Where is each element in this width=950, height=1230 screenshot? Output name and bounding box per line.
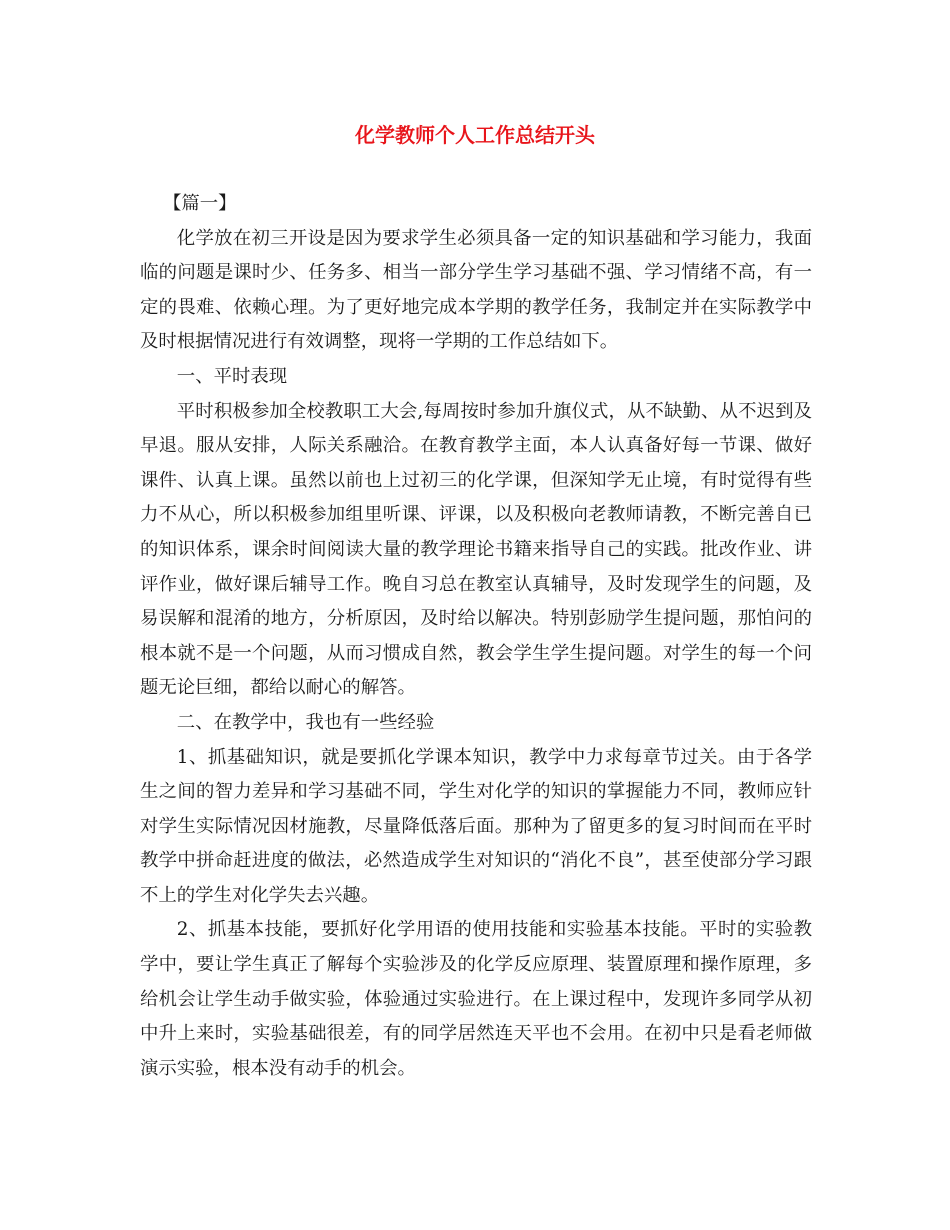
- section-heading-daily-performance: 一、平时表现: [176, 365, 288, 387]
- section-heading-teaching-experience: 二、在教学中，我也有一些经验: [176, 711, 435, 733]
- basic-skills-paragraph: 2、抓基本技能，要抓好化学用语的使用技能和实验基本技能。平时的实验教学中，要让学生真正了解每个实验涉及的化学反应原理、装置原理和操作原理，多给机会让学生动手做实验，体验通过实验进行。在上课过程中，发现许多同学从初中升上来时，实验基础很差，有的同学居然连天平也不会用。在初中只是看老师做演示实验，根本没有动手的机会。: [140, 919, 812, 1079]
- basic-knowledge-paragraph: 1、抓基础知识，就是要抓化学课本知识，教学中力求每章节过关。由于各学生之间的智力差异和学习基础不同，学生对化学的知识的掌握能力不同，教师应针对学生实际情况因材施教，尽量降低落后面。那种为了留更多的复习时间而在平时教学中拼命赶进度的做法，必然造成学生对知识的“消化不良”，甚至使部分学习跟不上的学生对化学失去兴趣。: [140, 746, 812, 906]
- intro-paragraph: 化学放在初三开设是因为要求学生必须具备一定的知识基础和学习能力，我面临的问题是课时少、任务多、相当一部分学生学习基础不强、学习情绪不高，有一定的畏难、依赖心理。为了更好地完成本学期的教学任务，我制定并在实际教学中及时根据情况进行有效调整，现将一学期的工作总结如下。: [140, 227, 812, 353]
- document-title: 化学教师个人工作总结开头: [355, 123, 595, 147]
- daily-performance-paragraph: 平时积极参加全校教职工大会,每周按时参加升旗仪式，从不缺勤、从不迟到及早退。服从安排，人际关系融洽。在教育教学主面，本人认真备好每一节课、做好课件、认真上课。虽然以前也上过初三的化学课，但深知学无止境，有时觉得有些力不从心，所以积极参加组里听课、评课，以及积极向老教师请教，不断完善自已的知识体系，课余时间阅读大量的教学理论书籍来指导自己的实践。批改作业、讲评作业，做好课后辅导工作。晚自习总在教室认真辅导，及时发现学生的问题，及易误解和混淆的地方，分析原因，及时给以解决。特别彭励学生提问题，那怕问的根本就不是一个问题，从而习惯成自然，教会学生学生提问题。对学生的每一个问题无论巨细，都给以耐心的解答。: [140, 400, 812, 699]
- section-label-part-one: 【篇一】: [163, 193, 237, 214]
- document-body: [140, 187, 812, 1086]
